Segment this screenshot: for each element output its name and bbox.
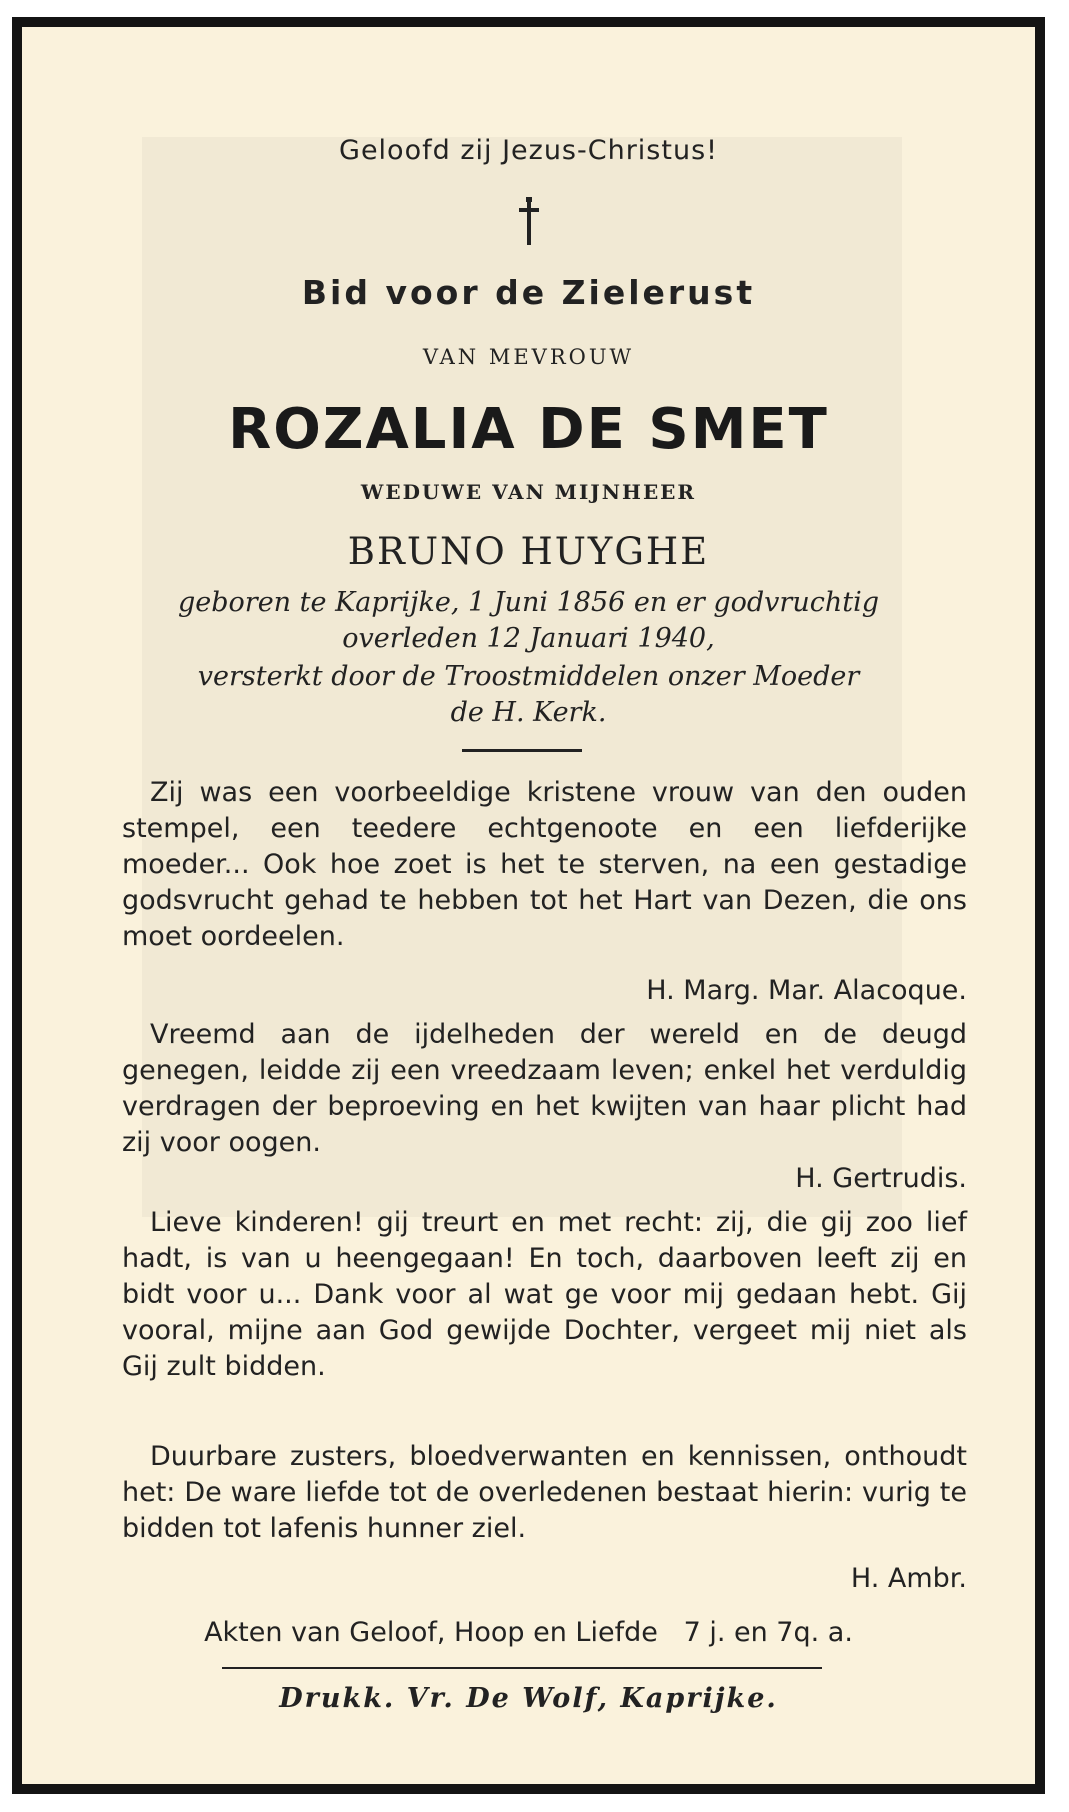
paragraph-1-text: Zij was een voorbeeldige kristene vrouw van den ouden stempel, een teedere echtgenoote en een liefderijke moeder... Ook hoe zoet is het te sterven, na een gestadige godsvrucht gehad te hebben tot het Hart van Dezen, die ons moet oordeelen. [122, 777, 967, 952]
paragraph-3-text: Lieve kinderen! gij treurt en met recht: zij, die gij zoo lief hadt, is van u heengegaan! En toch, daarboven leeft zij en bidt voor u... Dank voor al wat ge voor mij gedaan hebt. Gij vooral, mijne aan God gewijde Dochter, vergeet mij niet als Gij zult bidden. [122, 1207, 967, 1382]
attribution-4: H. Ambr. [850, 1563, 967, 1594]
life-line-3: versterkt door de Troostmiddelen onzer Moeder [197, 661, 860, 692]
printer-line: Drukk. Vr. De Wolf, Kaprijke. [279, 1683, 778, 1714]
paragraph-4 [122, 1439, 967, 1547]
prayer-heading: Bid voor de Zielerust [301, 273, 756, 312]
attribution-1: H. Marg. Mar. Alacoque. [646, 975, 967, 1006]
divider [462, 749, 582, 752]
title-line: VAN MEVROUW [422, 345, 635, 369]
widow-line: WEDUWE VAN MIJNHEER [360, 480, 697, 504]
husband-name: BRUNO HUYGHE [347, 530, 710, 573]
life-line-2: overleden 12 Januari 1940, [342, 623, 715, 654]
footer-rule [222, 1667, 822, 1669]
paragraph-3 [122, 1205, 967, 1385]
cross-icon [519, 197, 539, 245]
paragraph-4-text: Duurbare zusters, bloedverwanten en kennissen, onthoudt het: De ware liefde tot de overledenen bestaat hierin: vurig te bidden tot lafenis hunner ziel. [122, 1441, 967, 1544]
memorial-card [12, 17, 1045, 1794]
indulgence-line: Akten van Geloof, Hoop en Liefde 7 j. en 7q. a. [204, 1617, 853, 1648]
salutation: Geloofd zij Jezus-Christus! [339, 135, 718, 166]
paragraph-2 [122, 1017, 967, 1161]
attribution-2: H. Gertrudis. [795, 1163, 967, 1194]
paragraph-2-text: Vreemd aan de ijdelheden der wereld en de deugd genegen, leidde zij een vreedzaam leven; enkel het verduldig verdragen der beproeving en het kwijten van haar plicht had zij voor oogen. [122, 1019, 967, 1158]
paragraph-1 [122, 775, 967, 955]
life-line-4: de H. Kerk. [450, 697, 607, 728]
deceased-name: ROZALIA DE SMET [228, 397, 829, 462]
life-line-1: geboren te Kaprijke, 1 Juni 1856 en er godvruchtig [178, 587, 879, 618]
